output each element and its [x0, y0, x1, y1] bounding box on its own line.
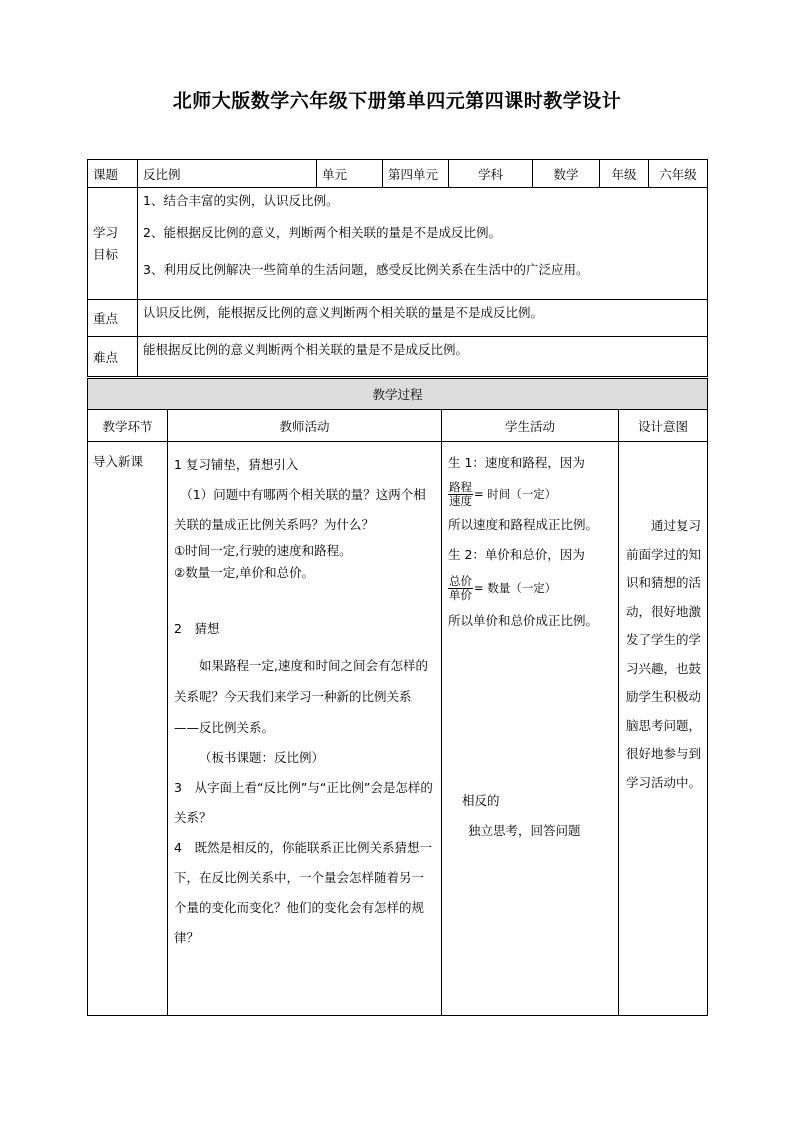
student-answer-1: 生 1：速度和路程，因为	[448, 455, 585, 470]
teacher-step-1: 1 复习铺垫，猜想引入	[174, 457, 299, 472]
teacher-activity	[168, 442, 442, 1016]
grade-label: 年级	[600, 160, 649, 188]
goals-label	[88, 188, 138, 300]
design-intent-text: 通过复习前面学过的知识和猜想的活动，很好地激发了学生的学习兴趣，也鼓励学生积极动脑思考问题，很好地参与到学习活动中。	[626, 518, 702, 790]
student-conclusion-2: 所以单价和总价成正比例。	[448, 613, 599, 628]
key-point-value: 认识反比例，能根据反比例的意义判断两个相关联的量是不是成反比例。	[138, 300, 708, 337]
subject-label: 学科	[449, 160, 533, 188]
teacher-step-2: 2 猜想	[174, 621, 220, 636]
process-header-row	[88, 410, 708, 442]
design-intent	[619, 442, 708, 1016]
teacher-board: （板书课题：反比例）	[199, 750, 325, 765]
teaching-process-table	[87, 378, 708, 1016]
student-formula-1	[448, 478, 614, 510]
fraction-numerator: 总价	[449, 574, 472, 588]
difficulty-value: 能根据反比例的意义判断两个相关联的量是不是成反比例。	[138, 337, 708, 377]
subject-value: 数学	[533, 160, 600, 188]
goals-content	[138, 188, 708, 300]
difficulty-row	[88, 337, 708, 377]
teacher-guess: 如果路程一定,速度和时间之间会有怎样的关系呢？今天我们来学习一种新的比例关系——反比例关系。	[174, 658, 428, 735]
topic-row	[88, 160, 708, 188]
fraction-numerator: 路程	[449, 480, 472, 494]
lesson-info-table	[87, 159, 708, 377]
student-activity	[442, 442, 619, 1016]
student-answer-2: 生 2：单价和总价，因为	[448, 547, 585, 562]
teacher-example-1: ①时间一定,行驶的速度和路程。	[174, 543, 352, 558]
unit-label: 单元	[317, 160, 383, 188]
process-title-row	[88, 379, 708, 410]
student-conclusion-1: 所以速度和路程成正比例。	[448, 517, 599, 532]
teacher-example-2: ②数量一定,单价和总价。	[174, 565, 315, 580]
stage-name: 导入新课	[88, 442, 168, 1016]
formula-rest: = 数量（一定）	[474, 581, 557, 595]
fraction-total-unitprice	[448, 575, 473, 602]
key-point-label: 重点	[88, 300, 138, 337]
header-student: 学生活动	[442, 410, 619, 442]
grade-value: 六年级	[649, 160, 708, 188]
topic-label: 课题	[88, 160, 138, 188]
header-teacher: 教师活动	[168, 410, 442, 442]
goals-label-line2: 目标	[93, 246, 119, 262]
process-section-title: 教学过程	[88, 379, 708, 410]
goals-label-line1: 学习	[93, 224, 119, 240]
process-content-row	[88, 442, 708, 1016]
unit-value: 第四单元	[383, 160, 449, 188]
fraction-denominator: 单价	[449, 588, 472, 602]
student-opposite: 相反的	[462, 793, 500, 808]
header-stage: 教学环节	[88, 410, 168, 442]
teacher-question: （1）问题中有哪两个相关联的量？这两个相关联的量成正比例关系吗？为什么？	[174, 487, 426, 532]
fraction-distance-speed	[448, 481, 473, 508]
difficulty-label: 难点	[88, 337, 138, 377]
goal-item: 3、利用反比例解决一些简单的生活问题，感受反比例关系在生活中的广泛应用。	[143, 262, 589, 277]
fraction-denominator: 速度	[449, 494, 472, 508]
header-intent: 设计意图	[619, 410, 708, 442]
teacher-step-3: 3 从字面上看“反比例”与“正比例”会是怎样的关系？	[174, 780, 433, 825]
formula-rest: = 时间（一定）	[474, 487, 557, 501]
key-point-row	[88, 300, 708, 337]
teacher-step-4: 4 既然是相反的，你能联系正比例关系猜想一下，在反比例关系中，一个量会怎样随着另一个量的变化而变化？他们的变化会有怎样的规律？	[174, 840, 432, 945]
goal-item: 1、结合丰富的实例，认识反比例。	[143, 193, 339, 208]
student-think: 独立思考，回答问题	[468, 823, 581, 838]
student-formula-2	[448, 570, 614, 606]
topic-value: 反比例	[138, 160, 317, 188]
document-title: 北师大版数学六年级下册第单四元第四课时教学设计	[172, 90, 622, 112]
goal-item: 2、能根据反比例的意义，判断两个相关联的量是不是成反比例。	[143, 225, 501, 240]
goals-row	[88, 188, 708, 300]
